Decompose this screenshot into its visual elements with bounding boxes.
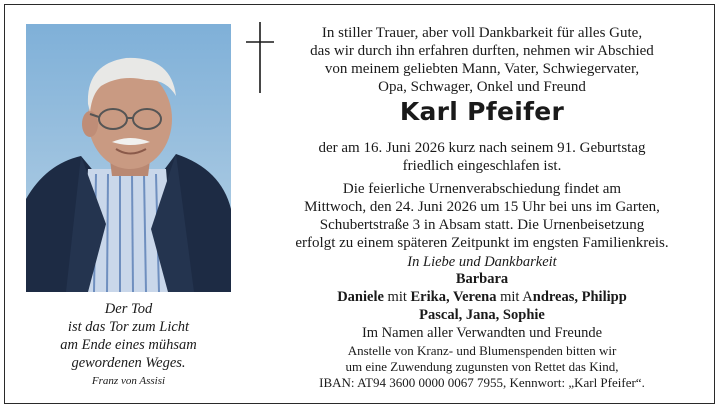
funeral-line: Mittwoch, den 24. Juni 2026 um 15 Uhr bei uns im Garten,	[304, 199, 660, 215]
family-line-wife	[284, 270, 680, 288]
quote-line: am Ende eines mühsam	[60, 337, 197, 353]
family-line-children	[284, 288, 680, 306]
quote-line: gewordenen Weges.	[71, 355, 186, 371]
death-line: der am 16. Juni 2026 kurz nach seinem 91. Geburtstag	[318, 140, 646, 156]
portrait-photo	[26, 24, 231, 292]
funeral-line: Die feierliche Urnenverabschiedung findet am	[342, 181, 622, 197]
connector: mit	[500, 289, 520, 305]
family-line-grandchildren	[284, 306, 680, 324]
death-notice	[284, 139, 680, 175]
grandchildren-names: Erika, Verena	[410, 289, 497, 305]
donation-line: Anstelle von Kranz- und Blumenspenden bitten wir	[347, 343, 617, 358]
intro-text	[284, 24, 680, 96]
intro-line: das wir durch ihn erfahren durften, nehmen wir Abschied	[310, 43, 654, 59]
deceased-name: Karl Pfeifer	[399, 97, 565, 126]
family-list	[284, 270, 680, 342]
death-line: friedlich eingeschlafen ist.	[402, 158, 562, 174]
quote-line: ist das Tor zum Licht	[67, 319, 190, 335]
memorial-quote	[26, 300, 231, 372]
intro-line: In stiller Trauer, aber voll Dankbarkeit für alles Gute,	[321, 25, 643, 41]
funeral-line: erfolgt zu einem späteren Zeitpunkt im engsten Familienkreis.	[295, 235, 669, 251]
wife-name: Barbara	[455, 271, 509, 287]
connector: mit	[387, 289, 407, 305]
child-name: Daniele	[337, 289, 384, 305]
portrait-illustration	[26, 24, 231, 292]
partner-initial: A	[522, 289, 533, 305]
love-line: In Liebe und Dankbarkeit	[407, 254, 557, 270]
cross-icon	[245, 20, 275, 95]
partner-names: ndreas, Philipp	[532, 289, 627, 305]
family-closing: Im Namen aller Verwandten und Freunde	[361, 325, 603, 341]
quote-line: Der Tod	[104, 301, 153, 317]
funeral-details	[284, 180, 680, 252]
intro-line: Opa, Schwager, Onkel und Freund	[378, 79, 586, 95]
intro-line: von meinem geliebten Mann, Vater, Schwiegervater,	[324, 61, 640, 77]
donation-notice	[284, 343, 680, 391]
quote-author: Franz von Assisi	[91, 375, 166, 387]
donation-line: um eine Zuwendung zugunsten von Rettet das Kind,	[345, 359, 619, 374]
funeral-line: Schubertstraße 3 in Absam statt. Die Urnenbeisetzung	[319, 217, 645, 233]
grandchildren-names: Pascal, Jana, Sophie	[419, 307, 545, 323]
donation-line: IBAN: AT94 3600 0000 0067 7955, Kennwort: „Karl Pfeifer“.	[319, 375, 645, 390]
